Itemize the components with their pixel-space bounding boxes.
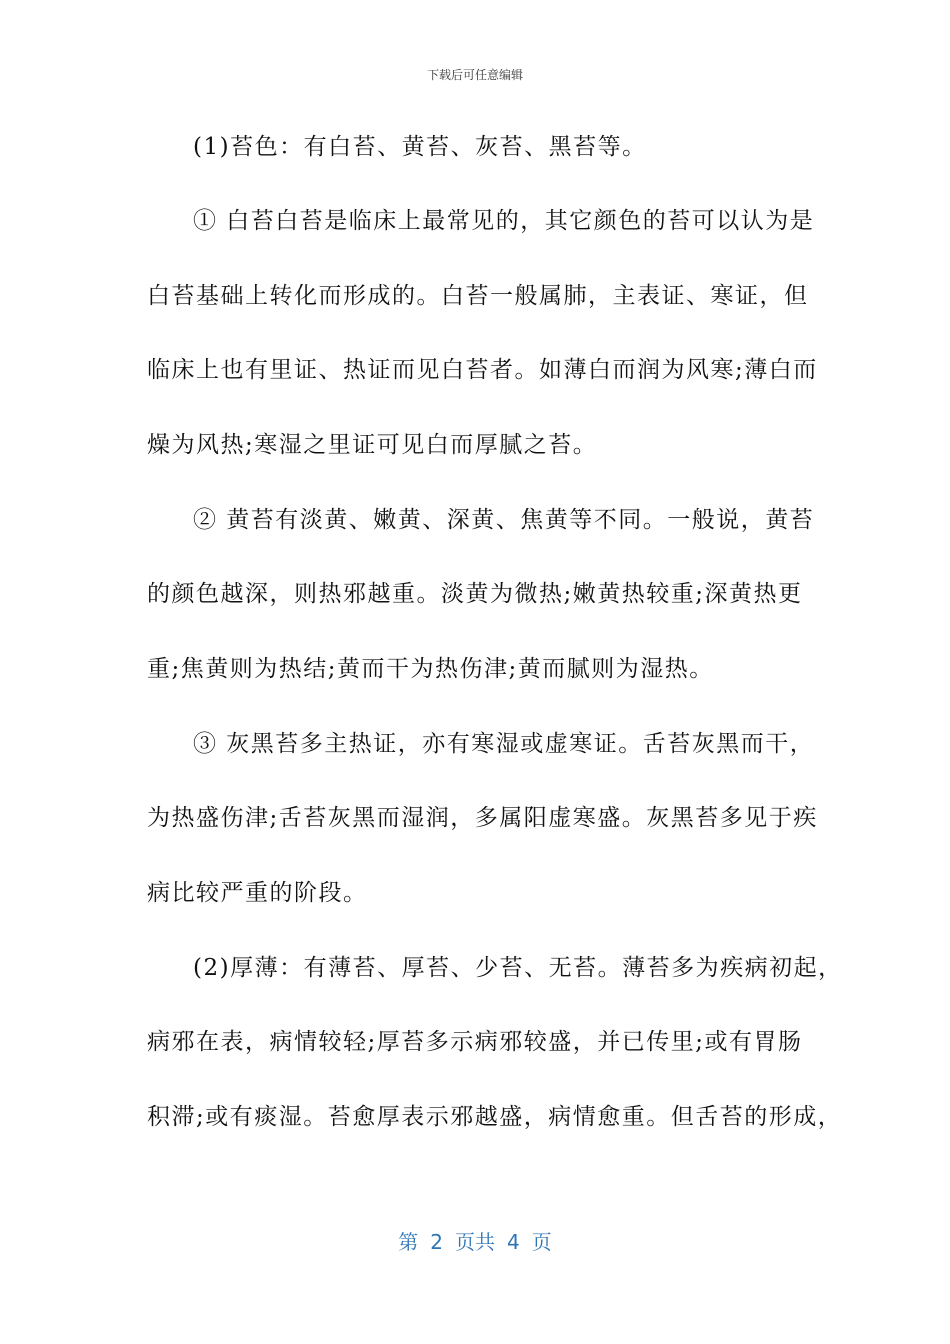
text-line: ③ 灰黑苔多主热证，亦有寒湿或虚寒证。舌苔灰黑而干， <box>193 731 815 757</box>
text-line: (2)厚薄：有薄苔、厚苔、少苔、无苔。薄苔多为疾病初起， <box>193 955 843 981</box>
page-label-middle: 页共 <box>455 1230 495 1254</box>
text-line: 病邪在表，病情较轻;厚苔多示病邪较盛，并已传里;或有胃肠 <box>147 1029 803 1055</box>
text-line: 病比较严重的阶段。 <box>147 880 368 906</box>
text-line: 积滞;或有痰湿。苔愈厚表示邪越盛，病情愈重。但舌苔的形成， <box>147 1104 843 1130</box>
page-number-current: 2 <box>430 1230 443 1254</box>
text-line: ② 黄苔有淡黄、嫩黄、深黄、焦黄等不同。一般说，黄苔 <box>193 507 815 533</box>
text-line: 燥为风热;寒湿之里证可见白而厚腻之苔。 <box>147 432 598 458</box>
text-line: 为热盛伤津;舌苔灰黑而湿润，多属阳虚寒盛。灰黑苔多见于疾 <box>147 805 818 831</box>
page-header: 下载后可任意编辑 <box>426 68 523 82</box>
text-line: 临床上也有里证、热证而见白苔者。如薄白而润为风寒;薄白而 <box>147 357 818 383</box>
page-label-suffix: 页 <box>531 1230 552 1254</box>
text-line: 白苔基础上转化而形成的。白苔一般属肺，主表证、寒证，但 <box>147 283 809 309</box>
text-line: 重;焦黄则为热结;黄而干为热伤津;黄而腻则为湿热。 <box>147 656 714 682</box>
text-line: 的颜色越深，则热邪越重。淡黄为微热;嫩黄热较重;深黄热更 <box>147 581 803 607</box>
page-label-prefix: 第 <box>398 1230 419 1254</box>
text-line: ① 白苔白苔是临床上最常见的，其它颜色的苔可以认为是 <box>193 208 815 234</box>
page-footer <box>0 1226 950 1255</box>
text-line: (1)苔色：有白苔、黄苔、灰苔、黑苔等。 <box>193 134 647 160</box>
page-number-total: 4 <box>507 1230 520 1254</box>
